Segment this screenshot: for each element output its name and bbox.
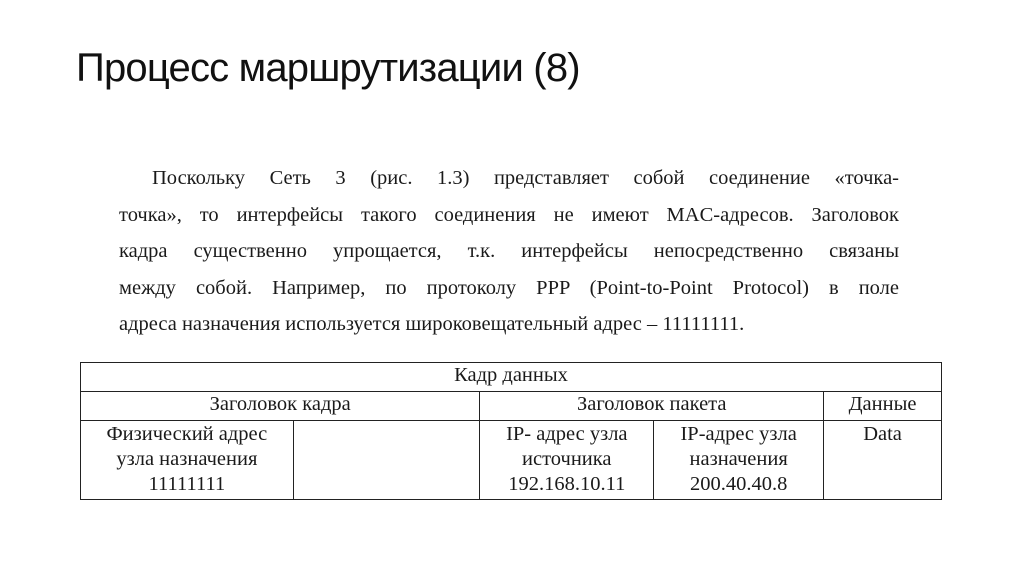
paragraph-line: между собой. Например, по протоколу PPP (Point-to-Point Protocol) в поле xyxy=(119,276,899,299)
body-paragraph xyxy=(119,160,899,343)
table-section-data: Данные xyxy=(824,392,942,421)
table-section-packet-header: Заголовок пакета xyxy=(480,392,824,421)
paragraph-line: адреса назначения используется широковещательный адрес – 11111111. xyxy=(119,313,745,335)
cell-line: Data xyxy=(863,423,902,445)
cell-line: IP- адрес узла xyxy=(506,423,628,445)
cell-line: 200.40.40.8 xyxy=(689,473,788,495)
cell-line: узла назначения xyxy=(116,448,258,470)
cell-line: 192.168.10.11 xyxy=(508,473,626,495)
data-frame-table xyxy=(80,362,942,500)
cell-dest-mac xyxy=(81,421,294,500)
table-section-frame-header: Заголовок кадра xyxy=(81,392,480,421)
cell-line: источника xyxy=(522,448,612,470)
cell-dest-ip xyxy=(654,421,824,500)
paragraph-line: точка», то интерфейсы такого соединения не имеют MAC-адресов. Заголовок xyxy=(119,203,899,226)
slide-title: Процесс маршрутизации (8) xyxy=(76,46,580,90)
cell-data xyxy=(824,421,942,500)
paragraph-line: кадра существенно упрощается, т.к. интерфейсы непосредственно связаны xyxy=(119,240,899,262)
cell-src-mac-empty xyxy=(293,421,480,500)
cell-line: назначения xyxy=(689,448,788,470)
cell-line: Физический адрес xyxy=(106,423,268,445)
cell-line: 11111111 xyxy=(148,473,226,495)
cell-line: IP-адрес узла xyxy=(680,423,797,445)
paragraph-line: Поскольку Сеть 3 (рис. 1.3) представляет собой соединение «точка- xyxy=(152,167,899,189)
table-header-data-frame: Кадр данных xyxy=(81,363,942,392)
cell-src-ip xyxy=(480,421,654,500)
